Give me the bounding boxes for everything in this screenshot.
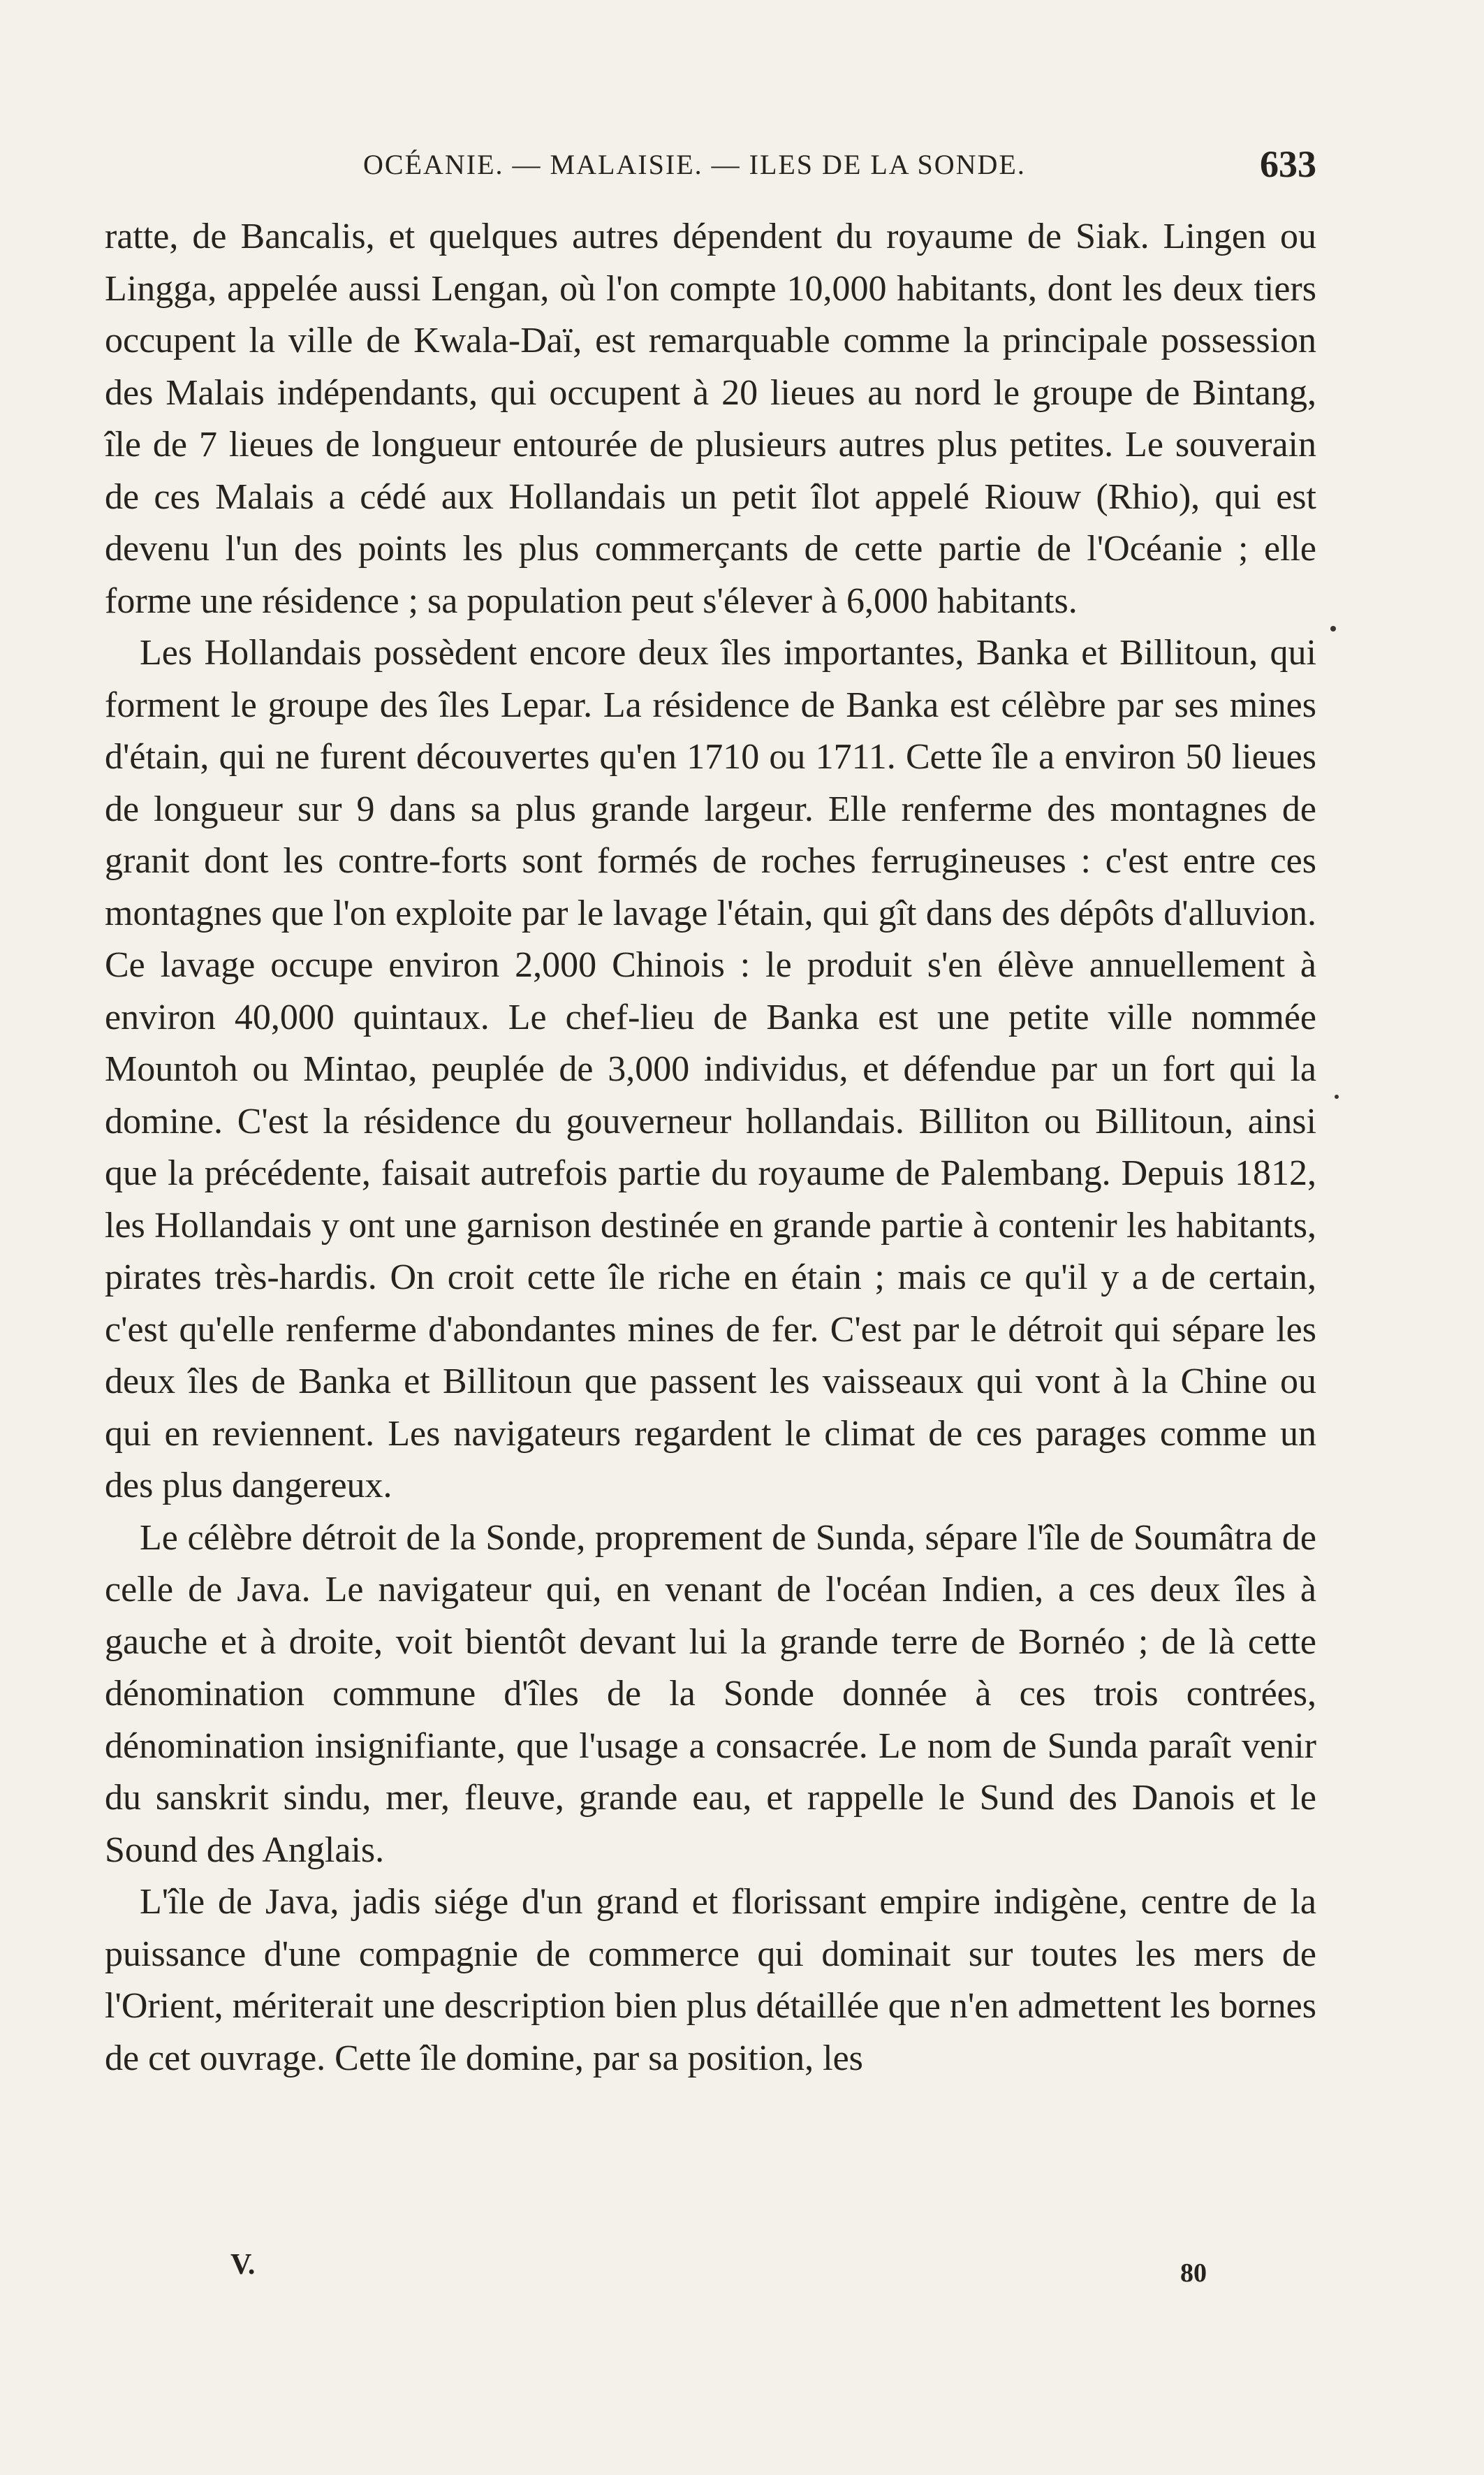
running-header [105,143,1316,190]
ink-speck [1335,1095,1339,1099]
paragraph-2: Les Hollandais possèdent encore deux îles importantes, Banka et Billitoun, qui forment le groupe des îles Lepar. La résidence de Banka est célèbre par ses mines d'étain, qui ne furent découvertes qu'en 1710 ou 1711. Cette île a environ 50 lieues de longueur sur 9 dans sa plus grande largeur. Elle renferme des montagnes de granit dont les contre-forts sont formés de roches ferrugineuses : c'est entre ces montagnes que l'on exploite par le lavage l'étain, qui gît dans des dépôts d'alluvion. Ce lavage occupe environ 2,000 Chinois : le produit s'en élève annuellement à environ 40,000 quintaux. Le chef-lieu de Banka est une petite ville nommée Mountoh ou Mintao, peuplée de 3,000 individus, et défendue par un fort qui la domine. C'est la résidence du gouverneur hollandais. Billiton ou Billitoun, ainsi que la précédente, faisait autrefois partie du royaume de Palembang. Depuis 1812, les Hollandais y ont une garnison destinée en grande partie à contenir les habitants, pirates très-hardis. On croit cette île riche en étain ; mais ce qu'il y a de certain, c'est qu'elle renferme d'abondantes mines de fer. C'est par le détroit qui sépare les deux îles de Banka et Billitoun que passent les vaisseaux qui vont à la Chine ou qui en reviennent. Les navigateurs regardent le climat de ces parages comme un des plus dangereux. [105,633,1316,1505]
sheet-number: 80 [1180,2258,1207,2288]
body-text [105,211,1316,2085]
header-title: OCÉANIE. — MALAISIE. — ILES DE LA SONDE. [363,149,1026,180]
ink-speck [1330,626,1336,631]
paragraph-4: L'île de Java, jadis siége d'un grand et florissant empire indigène, centre de la puissance d'une compagnie de commerce qui dominait sur toutes les mers de l'Orient, mériterait une description bien plus détaillée que n'en admettent les bornes de cet ouvrage. Cette île domine, par sa position, les [105,1882,1316,2078]
paragraph-1: ratte, de Bancalis, et quelques autres dépendent du royaume de Siak. Lingen ou Lingga, appelée aussi Lengan, où l'on compte 10,000 habitants, dont les deux tiers occupent la ville de Kwala-Daï, est remarquable comme la principale possession des Malais indépendants, qui occupent à 20 lieues au nord le groupe de Bintang, île de 7 lieues de longueur entourée de plusieurs autres plus petites. Le souverain de ces Malais a cédé aux Hollandais un petit îlot appelé Riouw (Rhio), qui est devenu l'un des points les plus commerçants de cette partie de l'Océanie ; elle forme une résidence ; sa population peut s'élever à 6,000 habitants. [105,217,1316,621]
page-number: 633 [1260,143,1316,185]
signature-mark: V. [230,2249,256,2281]
page-footer [105,2248,1316,2290]
paragraph-3: Le célèbre détroit de la Sonde, proprement de Sunda, sépare l'île de Soumâtra de celle de Java. Le navigateur qui, en venant de l'océan Indien, a ces deux îles à gauche et à droite, voit bientôt devant lui la grande terre de Bornéo ; de là cette dénomination commune d'îles de la Sonde donnée à ces trois contrées, dénomination insignifiante, que l'usage a consacrée. Le nom de Sunda paraît venir du sanskrit sindu, mer, fleuve, grande eau, et rappelle le Sund des Danois et le Sound des Anglais. [105,1517,1316,1870]
